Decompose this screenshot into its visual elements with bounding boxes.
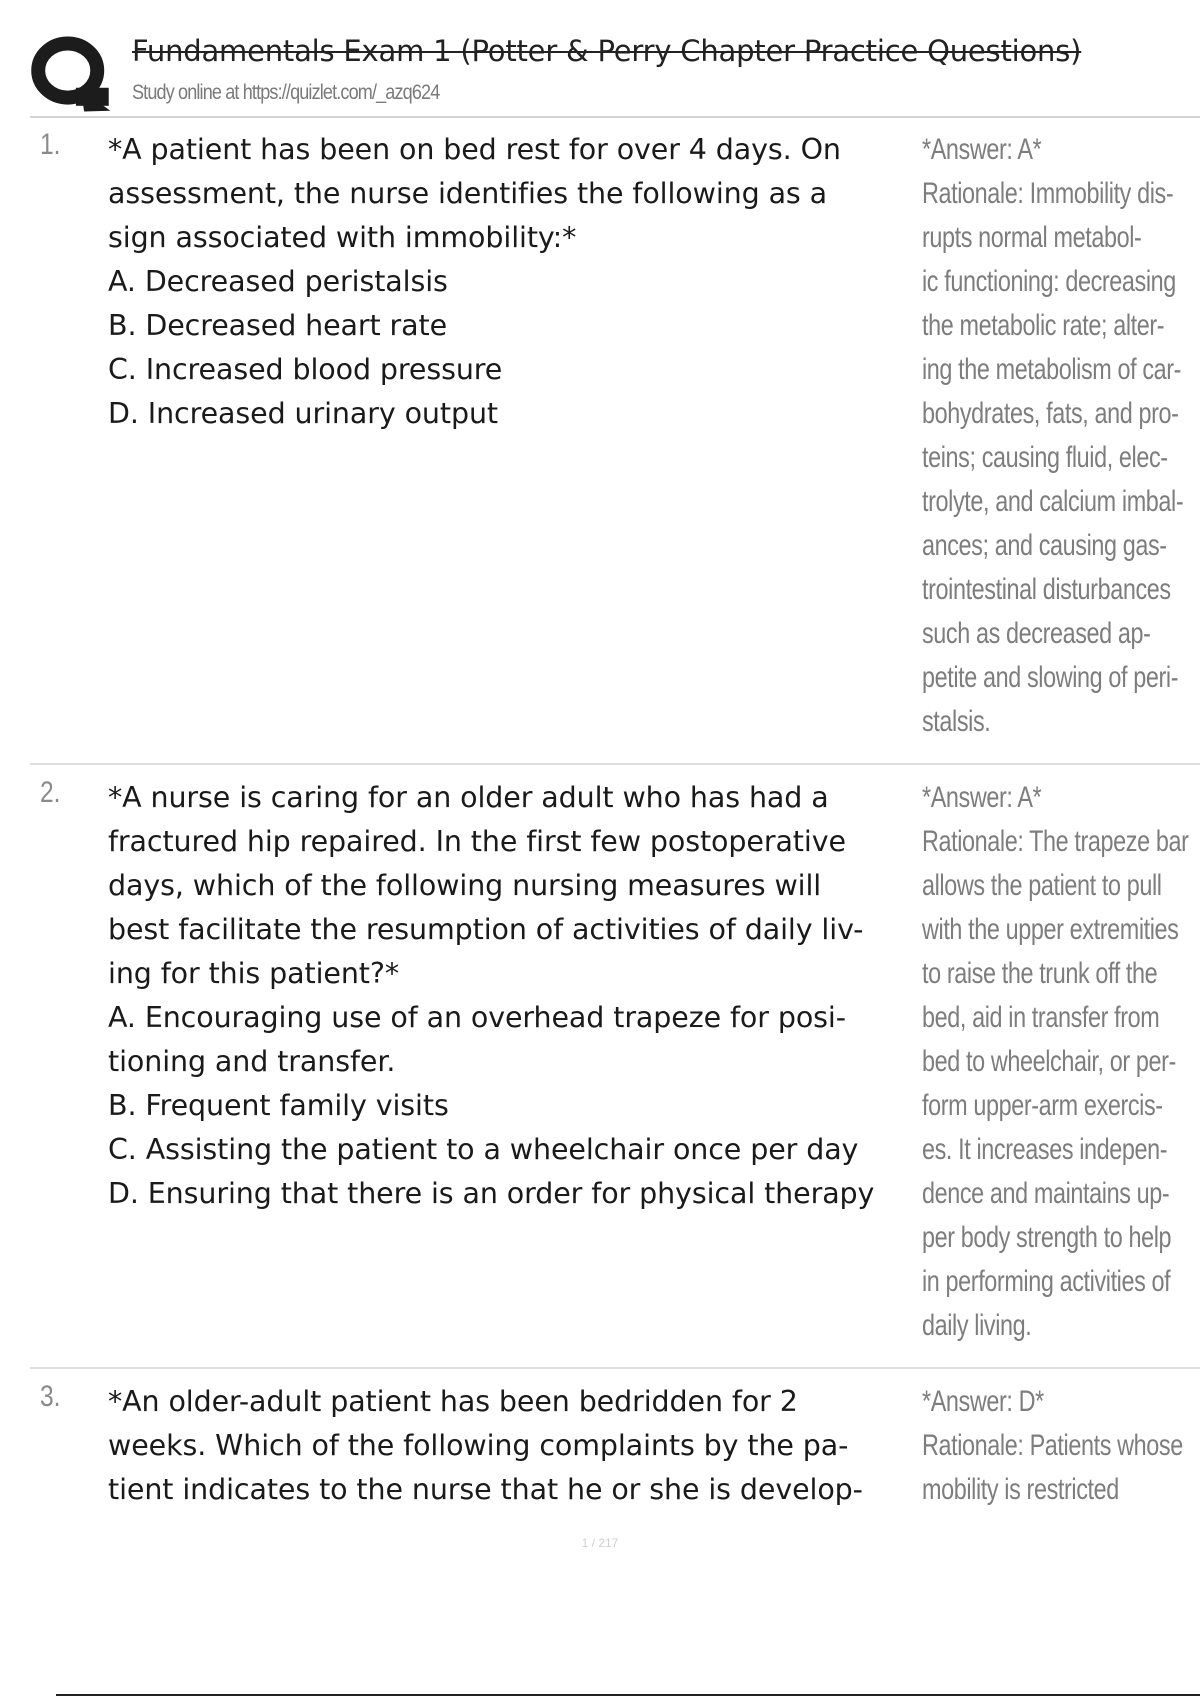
card-number: 3. bbox=[40, 1380, 61, 1413]
flashcard-2 bbox=[30, 776, 1200, 1356]
rationale-line: mobility is restricted bbox=[922, 1473, 1119, 1506]
card-number: 1. bbox=[40, 128, 61, 161]
question-line: sign associated with immobility:* bbox=[108, 221, 577, 254]
rationale-line: Rationale: Immobility dis- bbox=[922, 177, 1174, 210]
card-divider bbox=[30, 763, 1200, 765]
rationale-line: with the upper extremities bbox=[922, 913, 1179, 946]
rationale-line: teins; causing fluid, elec- bbox=[922, 441, 1168, 474]
rationale-line: allows the patient to pull bbox=[922, 869, 1162, 902]
rationale-line: to raise the trunk off the bbox=[922, 957, 1158, 990]
rationale-line: ing the metabolism of car- bbox=[922, 353, 1182, 386]
card-question bbox=[108, 776, 908, 1216]
rationale-line: ic functioning: decreasing bbox=[922, 265, 1176, 298]
answer-label: *Answer: D* bbox=[922, 1385, 1044, 1418]
rationale-line: rupts normal metabol- bbox=[922, 221, 1142, 254]
card-answer bbox=[922, 1380, 1200, 1512]
rationale-line: Rationale: Patients whose bbox=[922, 1429, 1183, 1462]
question-line: *An older-adult patient has been bedridden for 2 bbox=[108, 1385, 798, 1418]
rationale-line: Rationale: The trapeze bar bbox=[922, 825, 1189, 858]
rationale-line: ances; and causing gas- bbox=[922, 529, 1167, 562]
rationale-line: trointestinal disturbances bbox=[922, 573, 1171, 606]
card-answer bbox=[922, 776, 1200, 1348]
rationale-line: per body strength to help bbox=[922, 1221, 1172, 1254]
flashcard-1 bbox=[30, 128, 1200, 748]
question-line: *A patient has been on bed rest for over 4 days. On bbox=[108, 133, 841, 166]
answer-label: *Answer: A* bbox=[922, 781, 1042, 814]
option-d: D. Increased urinary output bbox=[108, 397, 498, 430]
quizlet-q-logo-icon bbox=[30, 32, 112, 114]
question-line: weeks. Which of the following complaints by the pa- bbox=[108, 1429, 849, 1462]
rationale-line: bohydrates, fats, and pro- bbox=[922, 397, 1179, 430]
rationale-line: trolyte, and calcium imbal- bbox=[922, 485, 1184, 518]
question-line: tient indicates to the nurse that he or she is develop- bbox=[108, 1473, 863, 1506]
rationale-line: petite and slowing of peri- bbox=[922, 661, 1179, 694]
option-c: C. Increased blood pressure bbox=[108, 353, 503, 386]
option-c: C. Assisting the patient to a wheelchair once per day bbox=[108, 1133, 859, 1166]
card-number: 2. bbox=[40, 776, 61, 809]
document-header bbox=[30, 28, 1190, 120]
rationale-line: in performing activities of bbox=[922, 1265, 1171, 1298]
rationale-line: such as decreased ap- bbox=[922, 617, 1151, 650]
card-divider bbox=[30, 1367, 1200, 1369]
question-line: assessment, the nurse identifies the following as a bbox=[108, 177, 828, 210]
option-a: A. Decreased peristalsis bbox=[108, 265, 448, 298]
rationale-line: es. It increases indepen- bbox=[922, 1133, 1168, 1166]
document-title: Fundamentals Exam 1 (Potter & Perry Chapter Practice Questions) bbox=[132, 34, 1082, 68]
rationale-line: bed, aid in transfer from bbox=[922, 1001, 1160, 1034]
option-d: D. Ensuring that there is an order for physical therapy bbox=[108, 1177, 875, 1210]
rationale-line: dence and maintains up- bbox=[922, 1177, 1170, 1210]
option-b: B. Frequent family visits bbox=[108, 1089, 449, 1122]
question-line: best facilitate the resumption of activities of daily liv- bbox=[108, 913, 864, 946]
flashcard-3 bbox=[30, 1380, 1200, 1520]
footer-rule bbox=[56, 1694, 1200, 1696]
rationale-line: stalsis. bbox=[922, 705, 991, 738]
page-number: 1 / 217 bbox=[581, 1536, 619, 1550]
header-divider bbox=[30, 116, 1200, 118]
option-a: A. Encouraging use of an overhead trapeze for posi- bbox=[108, 1001, 846, 1034]
answer-label: *Answer: A* bbox=[922, 133, 1042, 166]
card-answer bbox=[922, 128, 1200, 744]
rationale-line: bed to wheelchair, or per- bbox=[922, 1045, 1176, 1078]
question-line: fractured hip repaired. In the first few postoperative bbox=[108, 825, 846, 858]
question-line: *A nurse is caring for an older adult who has had a bbox=[108, 781, 829, 814]
rationale-line: form upper-arm exercis- bbox=[922, 1089, 1163, 1122]
study-online-link[interactable]: Study online at https://quizlet.com/_azq624 bbox=[132, 81, 440, 104]
rationale-line: the metabolic rate; alter- bbox=[922, 309, 1165, 342]
option-b: B. Decreased heart rate bbox=[108, 309, 448, 342]
card-question bbox=[108, 1380, 908, 1512]
option-a-continued: tioning and transfer. bbox=[108, 1045, 396, 1078]
card-question bbox=[108, 128, 908, 436]
question-line: days, which of the following nursing measures will bbox=[108, 869, 822, 902]
rationale-line: daily living. bbox=[922, 1309, 1032, 1342]
question-line: ing for this patient?* bbox=[108, 957, 400, 990]
